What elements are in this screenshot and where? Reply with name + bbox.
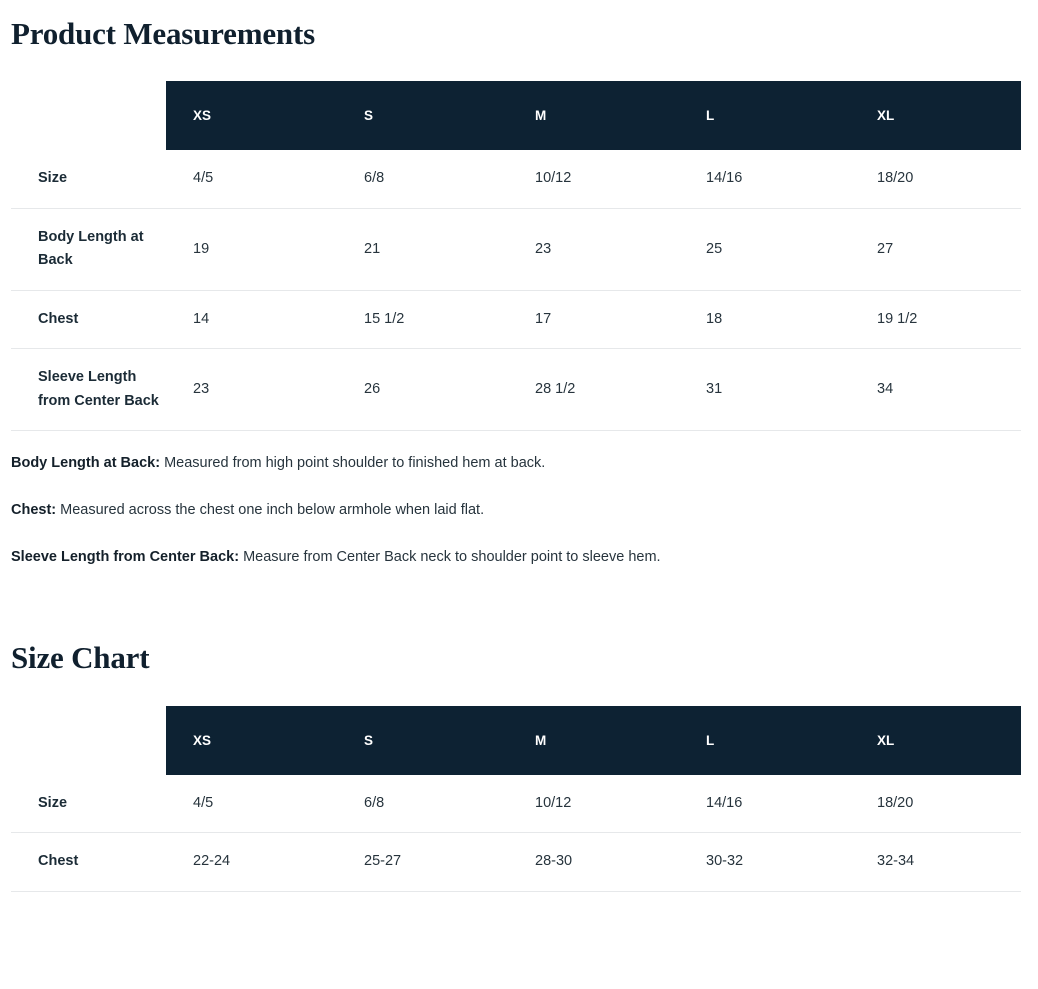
size-chart-table [11,706,1021,892]
cell-sleeve-length-s: 26 [337,349,508,431]
size-chart-table-header [11,706,1021,775]
cell-size-s: 6/8 [337,775,508,833]
cell-chest-l: 30-32 [679,833,850,891]
size-chart-table-wrap [0,706,1038,892]
note-term-sleeve-length: Sleeve Length from Center Back: [11,549,240,566]
measurement-notes [0,453,1038,568]
cell-sleeve-length-m: 28 1/2 [508,349,679,431]
cell-body-length-m: 23 [508,208,679,290]
table-row [11,150,1021,208]
cell-sleeve-length-l: 31 [679,349,850,431]
note-text-chest: Measured across the chest one inch below armhole when laid flat. [56,502,485,519]
row-label-chest: Chest [11,290,166,348]
cell-chest-m: 28-30 [508,833,679,891]
size-chart-title: Size Chart [11,640,150,676]
table-header-row [11,706,1021,775]
section-spacer [0,594,1038,638]
cell-size-l: 14/16 [679,775,850,833]
column-header-l: L [679,706,850,775]
cell-size-xl: 18/20 [850,775,1021,833]
cell-size-m: 10/12 [508,150,679,208]
note-term-body-length: Body Length at Back: [11,455,161,472]
table-corner-cell [11,81,166,150]
cell-sleeve-length-xs: 23 [166,349,337,431]
table-corner-cell [11,706,166,775]
column-header-s: S [337,81,508,150]
row-label-size: Size [11,150,166,208]
bottom-spacer [0,892,1038,914]
column-header-xs: XS [166,81,337,150]
cell-chest-s: 15 1/2 [337,290,508,348]
cell-size-xl: 18/20 [850,150,1021,208]
note-chest [11,500,1038,521]
cell-chest-xl: 32-34 [850,833,1021,891]
cell-body-length-s: 21 [337,208,508,290]
table-row [11,290,1021,348]
column-header-s: S [337,706,508,775]
cell-body-length-l: 25 [679,208,850,290]
column-header-xs: XS [166,706,337,775]
cell-size-m: 10/12 [508,775,679,833]
note-sleeve-length [11,547,1038,568]
page-title: Product Measurements [11,16,315,51]
cell-chest-l: 18 [679,290,850,348]
cell-body-length-xs: 19 [166,208,337,290]
table-row [11,775,1021,833]
row-label-body-length-at-back: Body Length at Back [11,208,166,290]
note-text-body-length: Measured from high point shoulder to finished hem at back. [160,455,546,472]
column-header-m: M [508,706,679,775]
cell-body-length-xl: 27 [850,208,1021,290]
cell-size-xs: 4/5 [166,775,337,833]
cell-size-xs: 4/5 [166,150,337,208]
row-label-chest: Chest [11,833,166,891]
row-label-size: Size [11,775,166,833]
column-header-m: M [508,81,679,150]
table-row [11,833,1021,891]
cell-chest-m: 17 [508,290,679,348]
cell-chest-xs: 14 [166,290,337,348]
cell-chest-xs: 22-24 [166,833,337,891]
note-body-length [11,453,1038,474]
cell-chest-xl: 19 1/2 [850,290,1021,348]
product-measurements-table [11,81,1021,431]
table-header [11,81,1021,150]
column-header-xl: XL [850,706,1021,775]
column-header-xl: XL [850,81,1021,150]
column-header-l: L [679,81,850,150]
row-label-sleeve-length-from-center-back: Sleeve Length from Center Back [11,349,166,431]
table-header-row [11,81,1021,150]
cell-chest-s: 25-27 [337,833,508,891]
cell-sleeve-length-xl: 34 [850,349,1021,431]
product-measurements-table-wrap [0,81,1038,431]
size-chart-table-body [11,775,1021,891]
table-row [11,349,1021,431]
table-row [11,208,1021,290]
note-term-chest: Chest: [11,502,57,519]
cell-size-l: 14/16 [679,150,850,208]
note-text-sleeve-length: Measure from Center Back neck to shoulder point to sleeve hem. [239,549,661,566]
cell-size-s: 6/8 [337,150,508,208]
table-body [11,150,1021,430]
